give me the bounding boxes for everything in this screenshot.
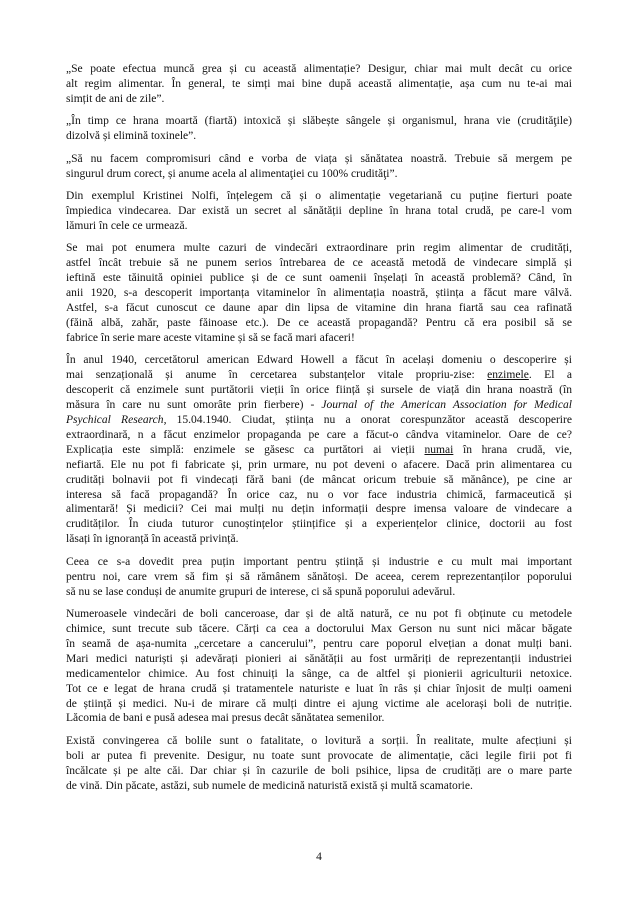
- text-line: medicamentelor chimice. Au fost chinuiți la sânge, ca de altfel și pionierii agriculturii netoxice.: [66, 667, 572, 680]
- text-line: Se mai pot enumera multe cazuri de vindecări extraordinare prin regim alimentar de crudități,: [66, 242, 572, 255]
- text-line: anii 1920, s-a descoperit importanța vitaminelor în alimentația noastră, știința a făcut mare vâlvă.: [66, 287, 572, 300]
- text-line: [66, 443, 572, 458]
- text-line: Astfel, s-a făcut cunoscut ce daune apar din lipsa de vitamine din hrana fiartă sau cea rafinată: [66, 302, 572, 315]
- quote-paragraph-3: [66, 152, 572, 182]
- text-line: încălcate și pe alte căi. Dar chiar și în cazurile de boli psihice, lipsa de crudități are o mare parte: [66, 764, 572, 777]
- text-line: (făină albă, zahăr, paste făinoase etc.). De ce această propagandă? Pentru că era posibil să se: [66, 316, 572, 329]
- text-line: nefiartă. Ele nu pot fi fabricate și, prin urmare, nu pot deveni o afacere. Dacă prin alimentarea cu: [66, 458, 572, 471]
- text-line: [66, 413, 572, 428]
- text-line: în seamă de așa-numita „cercetare a cancerului”, pentru care poporul elvețian a donat mulți bani.: [66, 637, 572, 650]
- text-line: alt regim alimentar. În general, te simți mai bine după această alimentație, așa cum nu te-ai mai: [66, 77, 572, 90]
- text-line: Ceea ce s-a dovedit prea puțin important pentru știință și industrie e cu mult mai important: [66, 555, 572, 568]
- text-line: lăsați în ignoranță în această privință.: [66, 533, 239, 546]
- text-line: boli ar putea fi prevenite. Desigur, nu toate sunt provocate de alimentație, căci legile firii pot fi: [66, 749, 572, 762]
- text-line: „Se poate efectua muncă grea și cu această alimentație? Desigur, chiar mai mult decât cu orice: [66, 63, 572, 75]
- text-line: lămuri în cele ce urmează.: [66, 219, 188, 232]
- text-line: crudităților. În ciuda tuturor cunoștințelor științifice și a experiențelor clinice, doctorii au fost: [66, 518, 572, 531]
- text-line: chimice, sunt trecute sub tăcere. Cărți ca cea a doctorului Max Gerson nu sunt nici măcar băgate: [66, 622, 572, 635]
- enzymes-paragraph: [66, 353, 572, 547]
- text-line: alimentară! Și medicii? Cei mai mulți nu dețin informații despre imensa valoare de vindecare a: [66, 503, 572, 516]
- text-line: să nu se lase conduși de anumite grupuri de interese, ci să spună poporului adevărul.: [66, 585, 456, 598]
- text-line: ieftină este tăinuită opiniei publice și de ce sunt oamenii înșelați în această problemă? Când, în: [66, 272, 572, 285]
- underlined-term: numai: [424, 443, 454, 456]
- journal-title: Journal of the American Association for Medical: [321, 399, 572, 412]
- text-line: fabrice în serie mare aceste vitamine și să se facă mari afaceri!: [66, 331, 355, 344]
- text-line: Numeroasele vindecări de boli canceroase, dar și de altă natură, ce nu pot fi obținute cu metodele: [66, 608, 572, 621]
- text-line: împiedica vindecarea. Dar există un secret al sănătății depline în hrana total crudă, pe care-l vom: [66, 205, 572, 218]
- text-run: 15.04.1940. Ciudat, știința nu a onorat corespunzător această descoperire: [166, 414, 572, 426]
- text-line: „În timp ce hrana moartă (fiartă) intoxică și slăbește sângele și organismul, hrana vie (crudităţile): [66, 115, 572, 128]
- text-line: Lăcomia de bani e pusă adesea mai presus decât sănătatea semenilor.: [66, 712, 385, 725]
- text-run: Explicația este simplă: enzimele se găsesc ca purtători ai vieții: [66, 443, 425, 456]
- text-line: [66, 398, 572, 413]
- text-line: Mari medici naturiști și adevărați pionieri ai sănătății au fost urmăriți de reprezentanții industriei: [66, 652, 572, 665]
- text-line: dizolvă și elimină toxinele”.: [66, 130, 197, 143]
- quote-paragraph-1: [66, 62, 572, 107]
- text-run: în hrana crudă, vie,: [453, 443, 572, 456]
- text-line: pentru noi, care vrem să fim și să rămânem sănătoși. De aceea, cerem reprezentanților poporului: [66, 570, 572, 583]
- science-paragraph: [66, 555, 572, 600]
- text-run: mai senzațională și anume în cercetarea substanțelor vitale propriu-zise:: [66, 369, 488, 382]
- text-line: simțit de ani de zile”.: [66, 92, 165, 105]
- text-run: măsura în care nu sunt omorâte prin fierbere) -: [66, 399, 322, 412]
- text-line: extraordinară, n a făcut enzimelor propaganda pe care a făcut-o cândva vitaminelor. Oare de ce?: [66, 428, 572, 441]
- text-line: interesa să facă propagandă? În orice caz, nu o vor face industria chimică, farmaceutică și: [66, 488, 572, 501]
- text-line: singurul drum corect, și anume acela al alimentaţiei cu 100% crudităţi”.: [66, 167, 398, 180]
- text-line: descoperit că enzimele sunt purtătorii vieții în orice ființă și sursele de viață din hrana noastră (în: [66, 384, 572, 397]
- underlined-term: enzimele: [487, 369, 529, 382]
- disease-paragraph: [66, 734, 572, 794]
- nolfi-paragraph: [66, 189, 572, 234]
- page-number: 4: [316, 851, 322, 863]
- quote-paragraph-2: [66, 114, 572, 144]
- text-line: astfel încât trebuie să ne punem serios întrebarea de ce această metodă de vindecare simplă și: [66, 257, 572, 270]
- text-line: Din exemplul Kristinei Nolfi, înțelegem că și o alimentație vegetariană cu puține fierturi poate: [66, 190, 572, 203]
- text-line: crudități bolnavii pot fi vindecați fără bani (de mâncat oricum trebuie să mănânce), pe cine ar: [66, 473, 572, 486]
- text-line: de știință și medici. Nu-i de mirare că mulți dintre ei ajung victime ale acelorași boli de nutriție.: [66, 697, 572, 710]
- text-run: . El a: [528, 369, 573, 382]
- text-line: [66, 368, 572, 383]
- text-line: Există convingerea că bolile sunt o fatalitate, o lovitură a sorții. În realitate, multe afecțiuni și: [66, 734, 572, 747]
- body-text: [66, 62, 572, 801]
- text-line: „Să nu facem compromisuri când e vorba de viața și sănătatea noastră. Trebuie să mergem pe: [66, 152, 572, 165]
- cancer-paragraph: [66, 607, 572, 726]
- text-line: de vină. Din păcate, astăzi, sub numele de medicină naturistă există și multă scamatorie.: [66, 779, 473, 792]
- text-line: În anul 1940, cercetătorul american Edward Howell a făcut în același domeniu o descoperire și: [66, 354, 572, 367]
- journal-title: Psychical Research,: [66, 414, 167, 426]
- text-line: Tot ce e legat de hrana crudă și tratamentele naturiste e luat în râs și chiar înjosit de mulți oameni: [66, 682, 572, 695]
- vitamins-paragraph: [66, 241, 572, 345]
